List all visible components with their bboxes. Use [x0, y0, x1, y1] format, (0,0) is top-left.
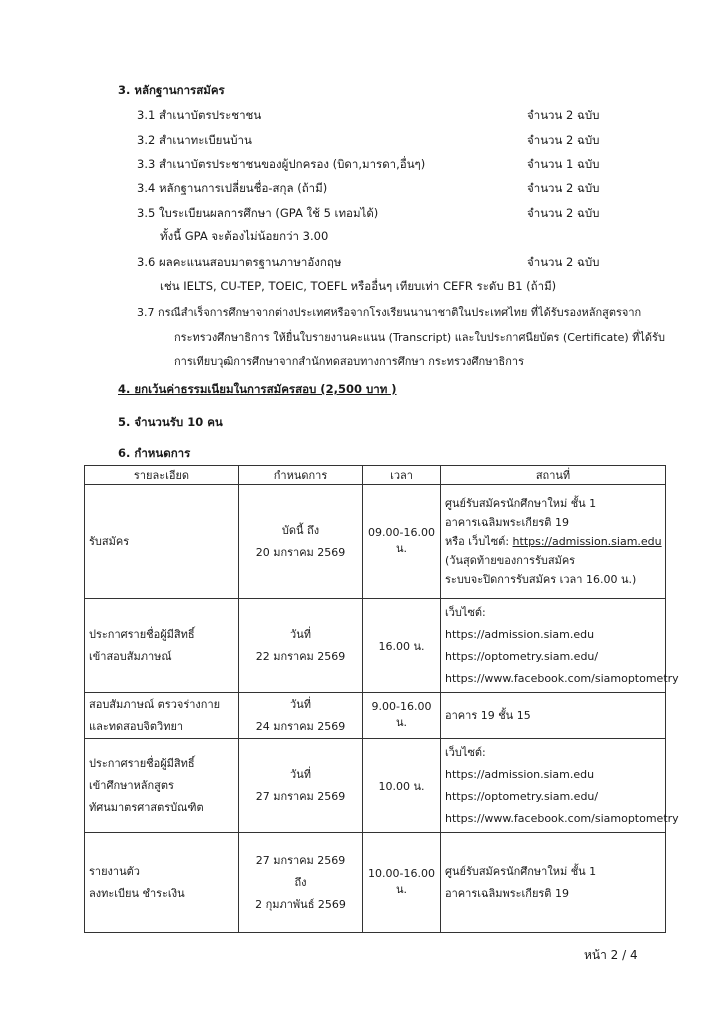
row5-time: 10.00-16.00 น.	[363, 833, 441, 933]
place-text: อาคารเฉลิมพระเกียรติ 19	[445, 886, 569, 900]
detail-text: เข้าสอบสัมภาษณ์	[89, 649, 172, 663]
item-3-5-qty: จำนวน 2 ฉบับ	[527, 206, 600, 220]
detail-text: ลงทะเบียน ชำระเงิน	[89, 886, 185, 900]
row3-detail	[85, 693, 239, 739]
header-place: สถานที่	[441, 466, 666, 485]
table-row	[85, 833, 666, 933]
row1-place	[441, 485, 666, 599]
place-text: อาคารเฉลิมพระเกียรติ 19	[445, 516, 569, 529]
item-3-6-label: 3.6 ผลคะแนนสอบมาตรฐานภาษาอังกฤษ	[137, 255, 342, 269]
header-date: กำหนดการ	[239, 466, 363, 485]
date-text: 22 มกราคม 2569	[255, 649, 346, 663]
row4-time: 10.00 น.	[363, 739, 441, 833]
place-text: เว็บไซต์:	[445, 745, 486, 759]
row5-detail	[85, 833, 239, 933]
place-text: อาคาร 19 ชั้น 15	[445, 708, 531, 722]
date-text: 27 มกราคม 2569	[255, 789, 346, 803]
place-link[interactable]: https://www.facebook.com/siamoptometry	[445, 671, 679, 685]
detail-text: สอบสัมภาษณ์ ตรวจร่างกาย	[89, 697, 221, 711]
date-text: วันที่	[290, 627, 311, 641]
item-3-5-label: 3.5 ใบระเบียนผลการศึกษา (GPA ใช้ 5 เทอมได้)	[137, 206, 379, 220]
place-text: เว็บไซต์:	[445, 605, 486, 619]
item-3-2-label: 3.2 สำเนาทะเบียนบ้าน	[137, 133, 252, 147]
row3-time: 9.00-16.00 น.	[363, 693, 441, 739]
date-text: 27 มกราคม 2569	[255, 853, 346, 867]
place-text: (วันสุดท้ายของการรับสมัคร	[445, 554, 576, 567]
section6-heading: 6. กำหนดการ	[118, 446, 191, 460]
item-3-7-line2: กระทรวงศึกษาธิการ ให้ยื่นใบรายงานคะแนน (Transcript) และใบประกาศนียบัตร (Certificate) ที่ได้รับ	[174, 331, 665, 344]
row1-detail	[85, 485, 239, 599]
row5-place	[441, 833, 666, 933]
item-3-3-label: 3.3 สำเนาบัตรประชาชนของผู้ปกครอง (บิดา,มารดา,อื่นๆ)	[137, 157, 426, 171]
date-text: 20 มกราคม 2569	[255, 545, 346, 559]
detail-text: ทัศนมาตรศาสตรบัณฑิต	[89, 800, 204, 814]
item-3-4-qty: จำนวน 2 ฉบับ	[527, 181, 600, 195]
row2-time: 16.00 น.	[363, 599, 441, 693]
table-row	[85, 693, 666, 739]
place-link[interactable]: https://optometry.siam.edu/	[445, 649, 599, 663]
item-3-3-qty: จำนวน 1 ฉบับ	[527, 157, 600, 171]
row2-date	[239, 599, 363, 693]
place-text: ศูนย์รับสมัครนักศึกษาใหม่ ชั้น 1	[445, 864, 597, 878]
item-3-1-qty: จำนวน 2 ฉบับ	[527, 108, 600, 122]
page-number: หน้า 2 / 4	[584, 948, 638, 962]
row4-date	[239, 739, 363, 833]
admission-link[interactable]: https://admission.siam.edu	[512, 535, 662, 548]
detail-text: ประกาศรายชื่อผู้มีสิทธิ์	[89, 627, 195, 641]
detail-text: รับสมัคร	[89, 534, 130, 548]
date-text: บัดนี้ ถึง	[281, 523, 320, 537]
place-link[interactable]: https://optometry.siam.edu/	[445, 789, 599, 803]
row2-detail	[85, 599, 239, 693]
place-link[interactable]: https://admission.siam.edu	[445, 767, 595, 781]
place-text: หรือ เว็บไซต์:	[445, 535, 513, 548]
place-text-with-link	[445, 532, 661, 551]
place-text: ระบบจะปิดการรับสมัคร เวลา 16.00 น.)	[445, 573, 637, 586]
table-row	[85, 599, 666, 693]
table-row	[85, 739, 666, 833]
item-3-7-line1: 3.7 กรณีสำเร็จการศึกษาจากต่างประเทศหรือจากโรงเรียนนานาชาติในประเทศไทย ที่ได้รับรองหลักสูตรจาก	[137, 306, 642, 319]
table-header-row	[85, 466, 666, 485]
date-text: ถึง	[294, 875, 307, 889]
row1-time: 09.00-16.00 น.	[363, 485, 441, 599]
item-3-1-label: 3.1 สำเนาบัตรประชาชน	[137, 108, 262, 122]
section3-heading: 3. หลักฐานการสมัคร	[118, 83, 225, 97]
date-text: วันที่	[290, 767, 311, 781]
item-3-6-qty: จำนวน 2 ฉบับ	[527, 255, 600, 269]
detail-text: เข้าศึกษาหลักสูตร	[89, 778, 174, 792]
date-text: 2 กุมภาพันธ์ 2569	[255, 897, 346, 911]
header-detail: รายละเอียด	[85, 466, 239, 485]
detail-text: ประกาศรายชื่อผู้มีสิทธิ์	[89, 756, 195, 770]
place-link[interactable]: https://admission.siam.edu	[445, 627, 595, 641]
place-text: ศูนย์รับสมัครนักศึกษาใหม่ ชั้น 1	[445, 497, 597, 510]
item-3-4-label: 3.4 หลักฐานการเปลี่ยนชื่อ-สกุล (ถ้ามี)	[137, 181, 328, 195]
date-text: 24 มกราคม 2569	[255, 719, 346, 733]
schedule-table	[84, 465, 679, 933]
row3-place	[441, 693, 666, 739]
item-3-6-note: เช่น IELTS, CU-TEP, TOEIC, TOEFL หรืออื่นๆ เทียบเท่า CEFR ระดับ B1 (ถ้ามี)	[160, 279, 557, 293]
item-3-2-qty: จำนวน 2 ฉบับ	[527, 133, 600, 147]
header-time: เวลา	[363, 466, 441, 485]
table-row	[85, 485, 666, 599]
item-3-5-note: ทั้งนี้ GPA จะต้องไม่น้อยกว่า 3.00	[160, 229, 329, 243]
place-link[interactable]: https://www.facebook.com/siamoptometry	[445, 811, 679, 825]
section4-heading: 4. ยกเว้นค่าธรรมเนียมในการสมัครสอบ (2,500 บาท )	[118, 382, 397, 396]
row1-date	[239, 485, 363, 599]
section5-heading: 5. จำนวนรับ 10 คน	[118, 415, 223, 429]
row2-place	[441, 599, 679, 693]
detail-text: และทดสอบจิตวิทยา	[89, 719, 184, 733]
row4-detail	[85, 739, 239, 833]
row3-date	[239, 693, 363, 739]
date-text: วันที่	[290, 697, 311, 711]
item-3-7-line3: การเทียบวุฒิการศึกษาจากสำนักทดสอบทางการศึกษา กระทรวงศึกษาธิการ	[174, 355, 524, 368]
row5-date	[239, 833, 363, 933]
row4-place	[441, 739, 679, 833]
detail-text: รายงานตัว	[89, 864, 140, 878]
